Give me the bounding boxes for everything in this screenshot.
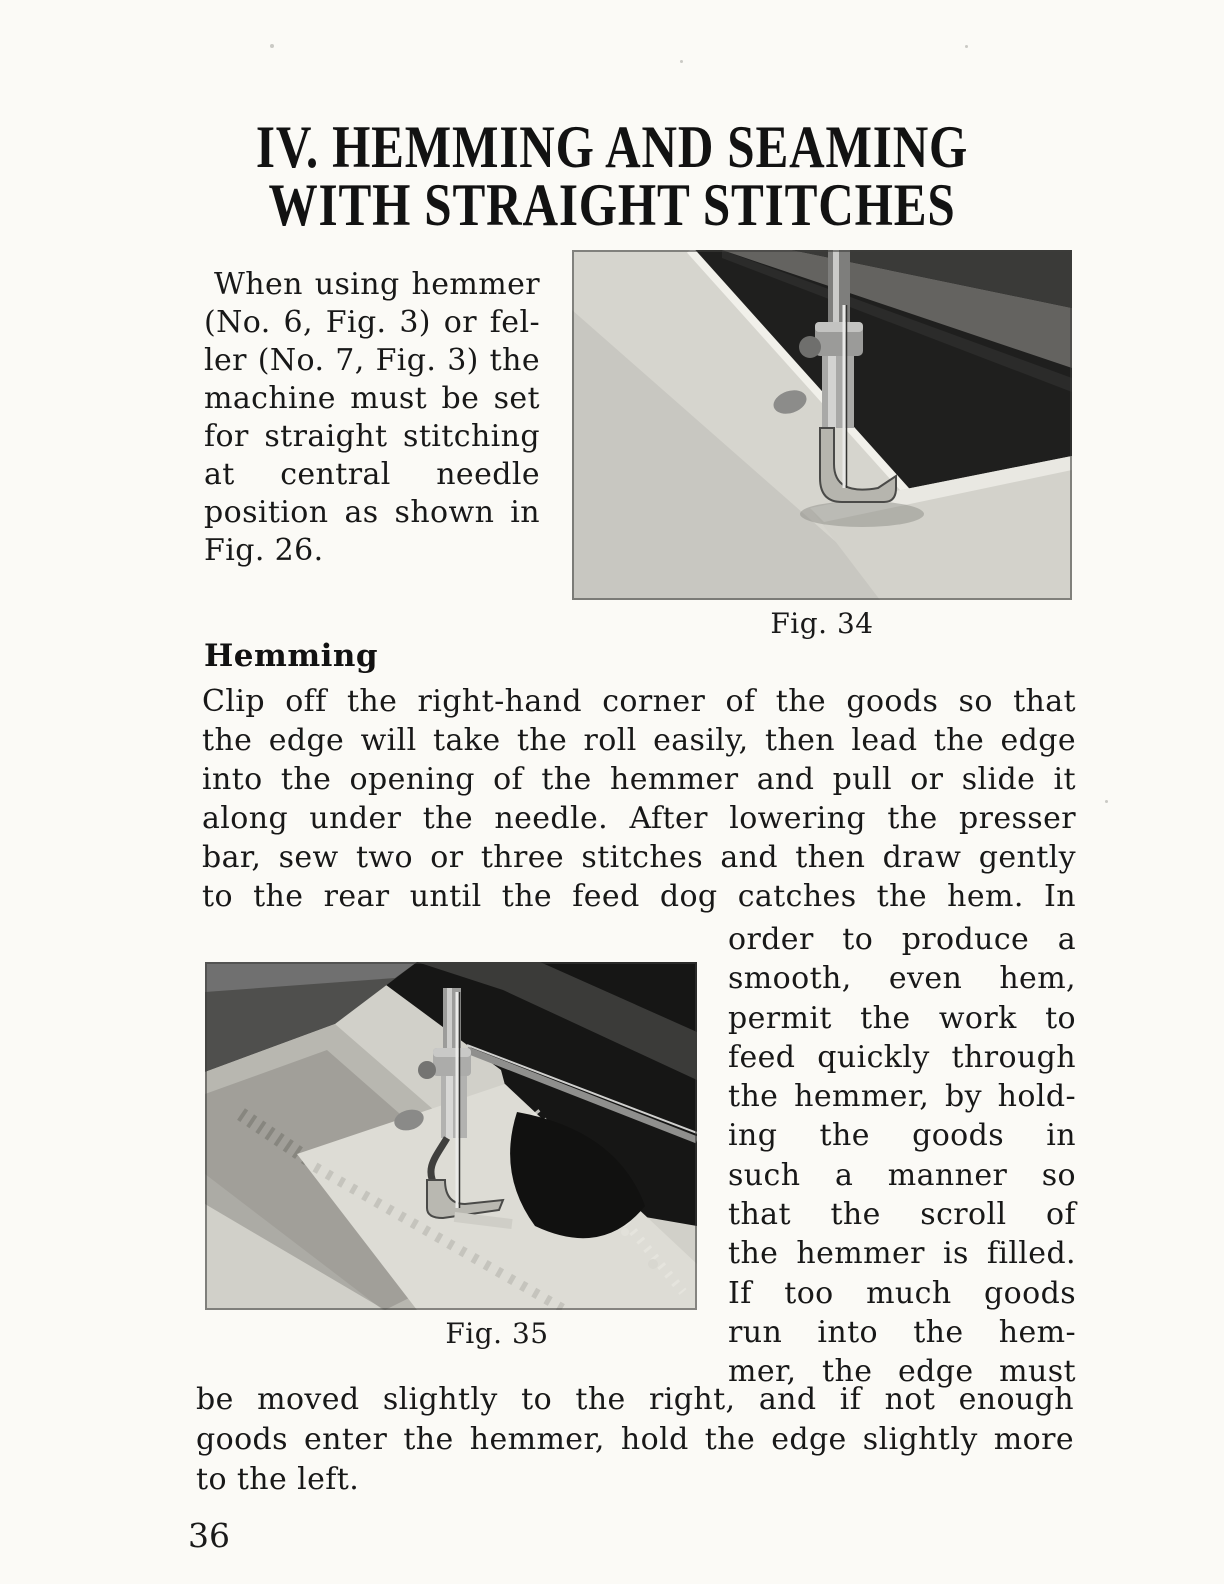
text-line: feed quickly through (728, 1039, 1076, 1075)
text-line: the edge will take the roll easily, then lead the edge (202, 723, 1076, 758)
title-line-2: WITH STRAIGHT STITCHES (268, 172, 956, 238)
scan-speck (965, 45, 968, 48)
scan-speck (680, 60, 683, 63)
text-line: machine must be set (204, 381, 540, 416)
text-line: order to produce a (728, 922, 1076, 957)
intro-paragraph (204, 266, 540, 570)
hemming-wrap-column (728, 920, 1076, 1392)
figure-35 (205, 962, 697, 1350)
page-title (0, 114, 1224, 238)
title-line-1: IV. HEMMING AND SEAMING (255, 114, 969, 180)
scan-speck (270, 44, 274, 48)
fig34-caption: Fig. 34 (770, 607, 874, 640)
scan-speck (1105, 800, 1108, 803)
text-line: at central needle (204, 457, 540, 492)
text-line: to the left. (196, 1462, 360, 1497)
text-line: be moved slightly to the right, and if not enough (196, 1382, 1074, 1417)
fig35-caption: Fig. 35 (445, 1317, 549, 1350)
text-line: along under the needle. After lowering the presser (202, 801, 1076, 836)
text-line: to the rear until the feed dog catches the hem. In (202, 879, 1076, 914)
text-line: into the opening of the hemmer and pull or slide it (202, 762, 1076, 797)
text-line: smooth, even hem, (728, 961, 1076, 997)
text-line: If too much goods (728, 1275, 1076, 1311)
text-line: goods enter the hemmer, hold the edge slightly more (196, 1422, 1074, 1457)
text-line: the hemmer is filled. (728, 1236, 1076, 1272)
figure-34 (572, 250, 1072, 640)
text-line: bar, sew two or three stitches and then draw gently (202, 840, 1076, 875)
text-line: (No. 6, Fig. 3) or fel- (204, 305, 540, 340)
text-line: that the scroll of (728, 1197, 1076, 1233)
text-line: position as shown in (204, 495, 540, 530)
fig34-image (572, 250, 1072, 600)
text-line: such a manner so (728, 1157, 1076, 1193)
text-line: the hemmer, by hold- (728, 1079, 1076, 1115)
text-line: mer, the edge must (728, 1354, 1076, 1390)
hemming-paragraph-continued (196, 1380, 1074, 1500)
text-line: ing the goods in (728, 1118, 1076, 1154)
hemming-paragraph (202, 682, 1076, 916)
text-line: ler (No. 7, Fig. 3) the (204, 343, 540, 378)
text-line: Fig. 26. (204, 533, 324, 568)
text-line: When using hemmer (214, 267, 540, 302)
text-line: permit the work to (728, 1000, 1076, 1036)
fig35-image (205, 962, 697, 1310)
text-line: run into the hem- (728, 1314, 1076, 1350)
text-line: for straight stitching (204, 419, 540, 454)
section-heading-hemming: Hemming (204, 638, 379, 674)
text-line: Clip off the right-hand corner of the goods so that (202, 684, 1076, 719)
page-number: 36 (188, 1516, 230, 1555)
